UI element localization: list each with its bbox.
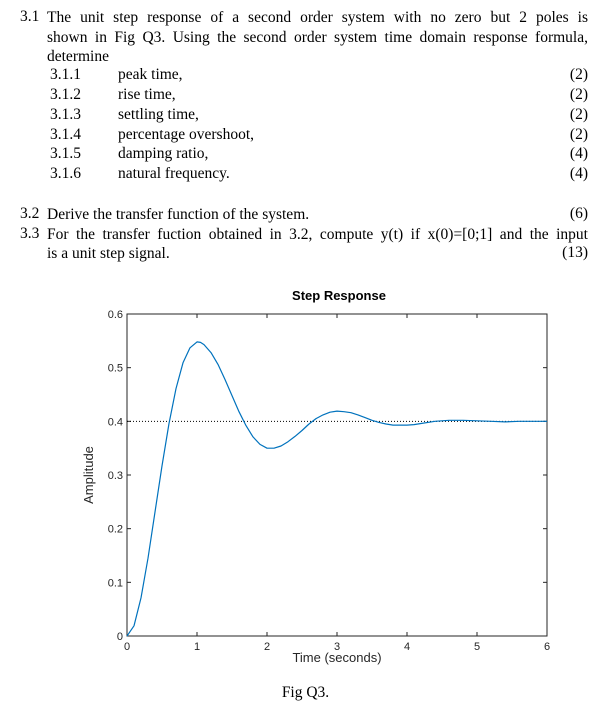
y-tick-label: 0.4	[107, 416, 123, 429]
question-3-3-line-1: For the transfer fuction obtained in 3.2, compute y(t) if x(0)=[0;1] and the input	[47, 226, 588, 243]
sub-item-number: 3.1.2	[50, 86, 81, 103]
question-3-2-text: Derive the transfer function of the system.	[47, 206, 310, 223]
sub-item-mark: (4)	[569, 145, 588, 162]
sub-item-number: 3.1.1	[50, 66, 81, 83]
sub-item-number: 3.1.5	[50, 145, 81, 162]
sub-item-text: rise time,	[118, 86, 176, 103]
question-number-3-1: 3.1	[20, 8, 40, 25]
sub-item-text: damping ratio,	[118, 145, 209, 162]
sub-item-number: 3.1.3	[50, 106, 81, 123]
figure-caption	[0, 684, 611, 702]
plot-frame	[127, 314, 547, 636]
sub-item-mark: (2)	[569, 126, 588, 143]
y-tick-label: 0.2	[107, 523, 123, 536]
x-tick-label: 6	[543, 641, 551, 653]
x-tick-label: 1	[193, 641, 201, 653]
question-number-3-3: 3.3	[20, 225, 40, 242]
x-tick-label: 5	[473, 641, 481, 653]
question-3-2-mark: (6)	[569, 205, 588, 222]
sub-item-number: 3.1.6	[50, 165, 81, 182]
sub-item-mark: (4)	[569, 165, 588, 182]
sub-item-number: 3.1.4	[50, 126, 81, 143]
y-tick-label: 0.5	[107, 362, 123, 375]
sub-item-mark: (2)	[569, 66, 588, 83]
question-3-3-mark: (13)	[562, 244, 588, 261]
y-tick-label: 0.3	[107, 470, 123, 482]
x-tick-label: 2	[263, 641, 271, 653]
y-tick-label: 0	[116, 631, 123, 643]
sub-item-text: natural frequency.	[118, 165, 230, 182]
sub-item-mark: (2)	[569, 106, 588, 123]
x-tick-label: 0	[123, 641, 131, 653]
step-response-chart	[0, 280, 611, 680]
question-3-1-line-1: The unit step response of a second order system with no zero but 2 poles is	[47, 9, 588, 26]
question-3-1-line-3: determine	[47, 48, 109, 65]
sub-item-text: peak time,	[118, 66, 183, 83]
question-number-3-2: 3.2	[20, 205, 40, 222]
sub-item-text: percentage overshoot,	[118, 126, 254, 143]
y-tick-label: 0.1	[107, 577, 123, 590]
question-3-1-line-2: shown in Fig Q3. Using the second order system time domain response formula,	[47, 28, 588, 46]
y-axis-label: Amplitude	[81, 446, 96, 504]
sub-item-mark: (2)	[569, 86, 588, 103]
x-tick-label: 3	[333, 641, 341, 653]
x-tick-label: 4	[403, 641, 411, 653]
x-axis-label: Time (seconds)	[292, 650, 382, 665]
sub-item-text: settling time,	[118, 106, 199, 123]
question-3-3-line-2: is a unit step signal.	[47, 245, 170, 262]
chart-title: Step Response	[292, 288, 386, 303]
y-tick-label: 0.6	[107, 309, 123, 321]
figure-caption-text: Fig Q3.	[281, 684, 330, 701]
